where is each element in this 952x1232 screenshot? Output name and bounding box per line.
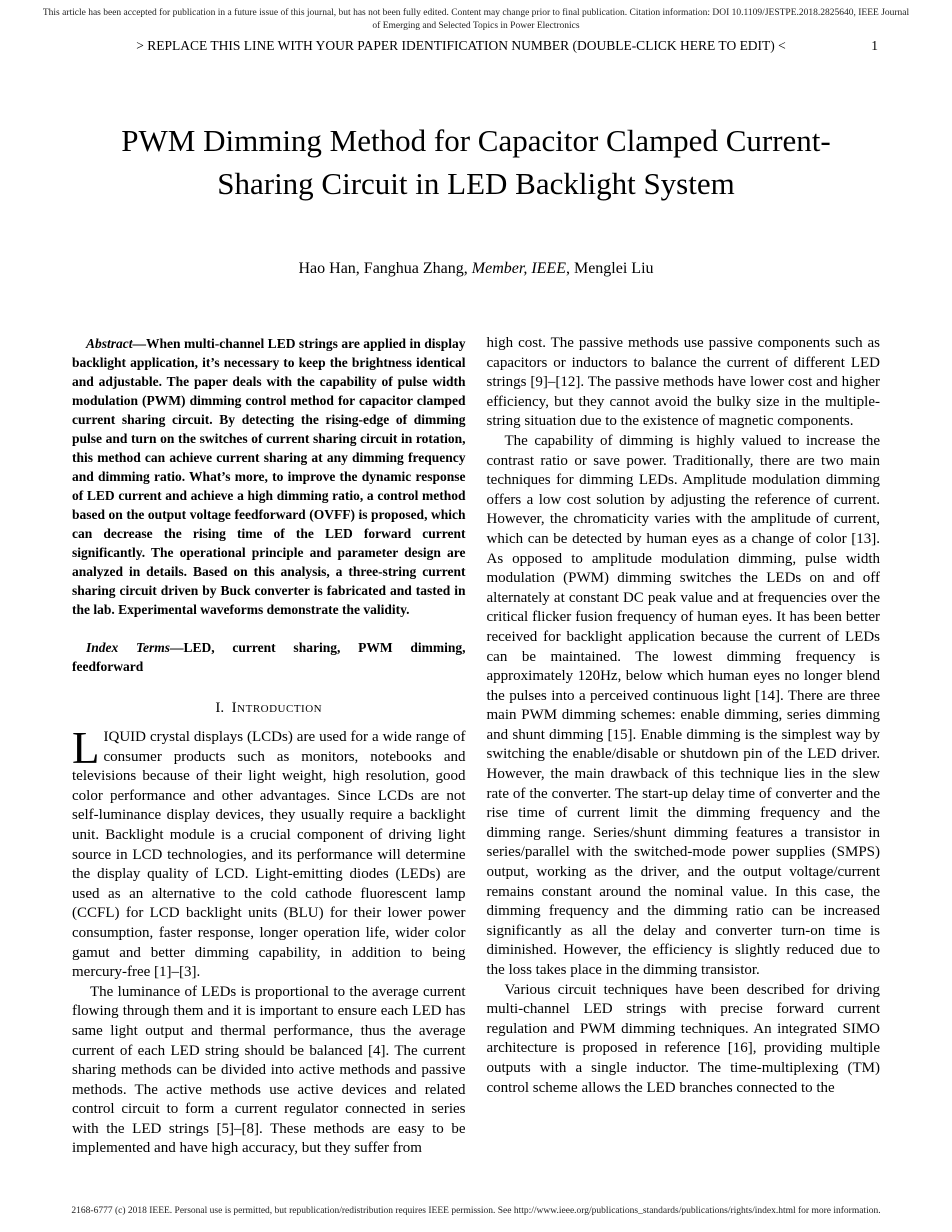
drop-cap: L <box>72 723 100 773</box>
abstract-paragraph <box>72 334 466 619</box>
intro-paragraph-1 <box>72 723 466 983</box>
author-names-part1: Hao Han, Fanghua Zhang, <box>298 260 472 277</box>
running-header <box>72 38 880 54</box>
authors-line <box>0 260 952 278</box>
left-column <box>72 334 466 1159</box>
section-title: Introduction <box>231 700 323 716</box>
accepted-notice <box>10 7 942 32</box>
paper-title: PWM Dimming Method for Capacitor Clamped Current-Sharing Circuit in LED Backlight System <box>121 122 831 201</box>
intro-paragraph-2: The luminance of LEDs is proportional to the average current flowing through them and it is important to ensure each LED has same light output and thermal performance, thus the average current of each LED string should be balanced [4]. The current sharing methods can be divided into active methods and passive methods. The active methods use active devices and related control circuit to form a current regulator connected in series with the LED strings [5]–[8]. These methods are easy to be implemented and have high accuracy, but they suffer from <box>72 983 466 1157</box>
right-paragraph-2: The capability of dimming is highly valued to increase the contrast ratio or save power. Traditionally, there are two main techniques for dimming LEDs. Amplitude modulation dimming offers a low cost solution by adjusting the reference of current. However, the chromaticity varies with the amplitude of current, which can be detected by human eyes as a change of color [13]. As opposed to amplitude modulation dimming, pulse width modulation (PWM) dimming switches the LEDs on and off alternately at constant DC peak value and at frequencies over the critical flicker fusion frequency of human eyes. It has been better received for backlight application because the current of LEDs can be maintained. The lowest dimming frequency is approximately 120Hz, below which human eyes no longer blend the pulses into a perceived continuous light [14]. There are three main PWM dimming schemes: enable dimming, series dimming and shunt dimming [15]. Enable dimming is the simplest way by switching the enable/disable or shutdown pin of the LED driver. However, the main drawback of this technique lies in the slew rate of the converter. The start-up delay time of converter and the rise time of current limit the dimming frequency and the dimming range. Series/shunt dimming features a transistor in series/parallel with the switched-mode power supplies (SMPS) output, working as the driver, and the output voltage/current remains constant around the nominal value. In this case, the dimming frequency and the dimming ratio can be increased significantly as all the delay and converter turn-on time is diminished. However, the efficiency is slightly reduced due to the loss takes place in the dimming transistor. <box>486 432 880 978</box>
right-paragraph-3: Various circuit techniques have been described for driving multi-channel LED strings with precise forward current regulation and PWM dimming techniques. An integrated SIMO architecture is proposed in reference [16], providing multiple outputs with a single inductor. The time-multiplexing (TM) control scheme allows the LED branches connected to the <box>486 981 880 1096</box>
author-names-part2: , Menglei Liu <box>565 260 654 277</box>
running-header-text: > REPLACE THIS LINE WITH YOUR PAPER IDENTIFICATION NUMBER (DOUBLE-CLICK HERE TO EDIT) < <box>136 38 786 53</box>
section-heading-introduction <box>72 700 466 717</box>
index-terms-paragraph <box>72 638 466 676</box>
abstract-text: —When multi-channel LED strings are applied in display backlight application, it’s necessary to keep the brightness identical and adjustable. The paper deals with the capability of pulse width modulation (PWM) dimming control method for capacitor clamped current sharing circuit. By detecting the rising-edge of dimming pulse and turn on the switches of current sharing circuit in rotation, this method can achieve current sharing at any dimming frequency and dimming ratio. What’s more, to improve the dynamic response of LED current and achieve a high dimming ratio, a control method based on the output voltage feedforward (OVFF) is proposed, which can decrease the rising time of the LED forward current significantly. The operational principle and parameter design are analyzed in details. Based on this analysis, a three-string current sharing circuit driven by Buck converter is fabricated and tasted in the lab. Experimental waveforms demonstrate the validity. <box>72 336 466 617</box>
index-terms-label: Index Terms <box>86 640 171 655</box>
abstract-label: Abstract <box>86 336 133 351</box>
copyright-footer: 2168-6777 (c) 2018 IEEE. Personal use is permitted, but republication/redistribution requires IEEE permission. See http://www.ieee.org/publications_standards/publications/rights/index.html for more information. <box>71 1206 881 1216</box>
accepted-notice-line2: of Emerging and Selected Topics in Power Electronics <box>372 20 580 31</box>
two-column-body <box>72 334 880 1159</box>
page-number: 1 <box>871 38 878 53</box>
index-terms-text: —LED, current sharing, PWM dimming, feedforward <box>72 640 466 674</box>
right-column <box>487 334 881 1159</box>
intro-paragraph-1-text: IQUID crystal displays (LCDs) are used for a wide range of consumer products such as monitors, notebooks and televisions because of their light weight, high resolution, good color performance and other advantages. Since LCDs are not self-luminance display devices, they usually require a backlight unit. Backlight module is a crucial component of driving light source in LCD technologies, and its performance will determine the display quality of LCD. Light-emitting diodes (LEDs) are used as an alternative to the cold cathode fluorescent lamp (CCFL) for LCD backlight units (BLU) for their lower power consumption, faster response, longer operation life, wider color gamut and better dimming capability, in addition to being mercury-free [1]–[3]. <box>72 729 466 981</box>
accepted-notice-line1: This article has been accepted for publication in a future issue of this journal, but has not been fully edited. Content may change prior to final publication. Citation information: DOI 10.1109/JESTPE.2018.2825640, IEEE Journal <box>42 8 910 18</box>
section-number: I. <box>215 700 232 716</box>
author-membership: Member, IEEE <box>471 260 566 277</box>
right-paragraph-1: high cost. The passive methods use passive components such as capacitors or inductors to balance the current of different LED strings [9]–[12]. The passive methods have lower cost and higher efficiency, but they cannot avoid the bulky size in the multiple-string situation due to the existence of magnetic components. <box>486 335 880 430</box>
